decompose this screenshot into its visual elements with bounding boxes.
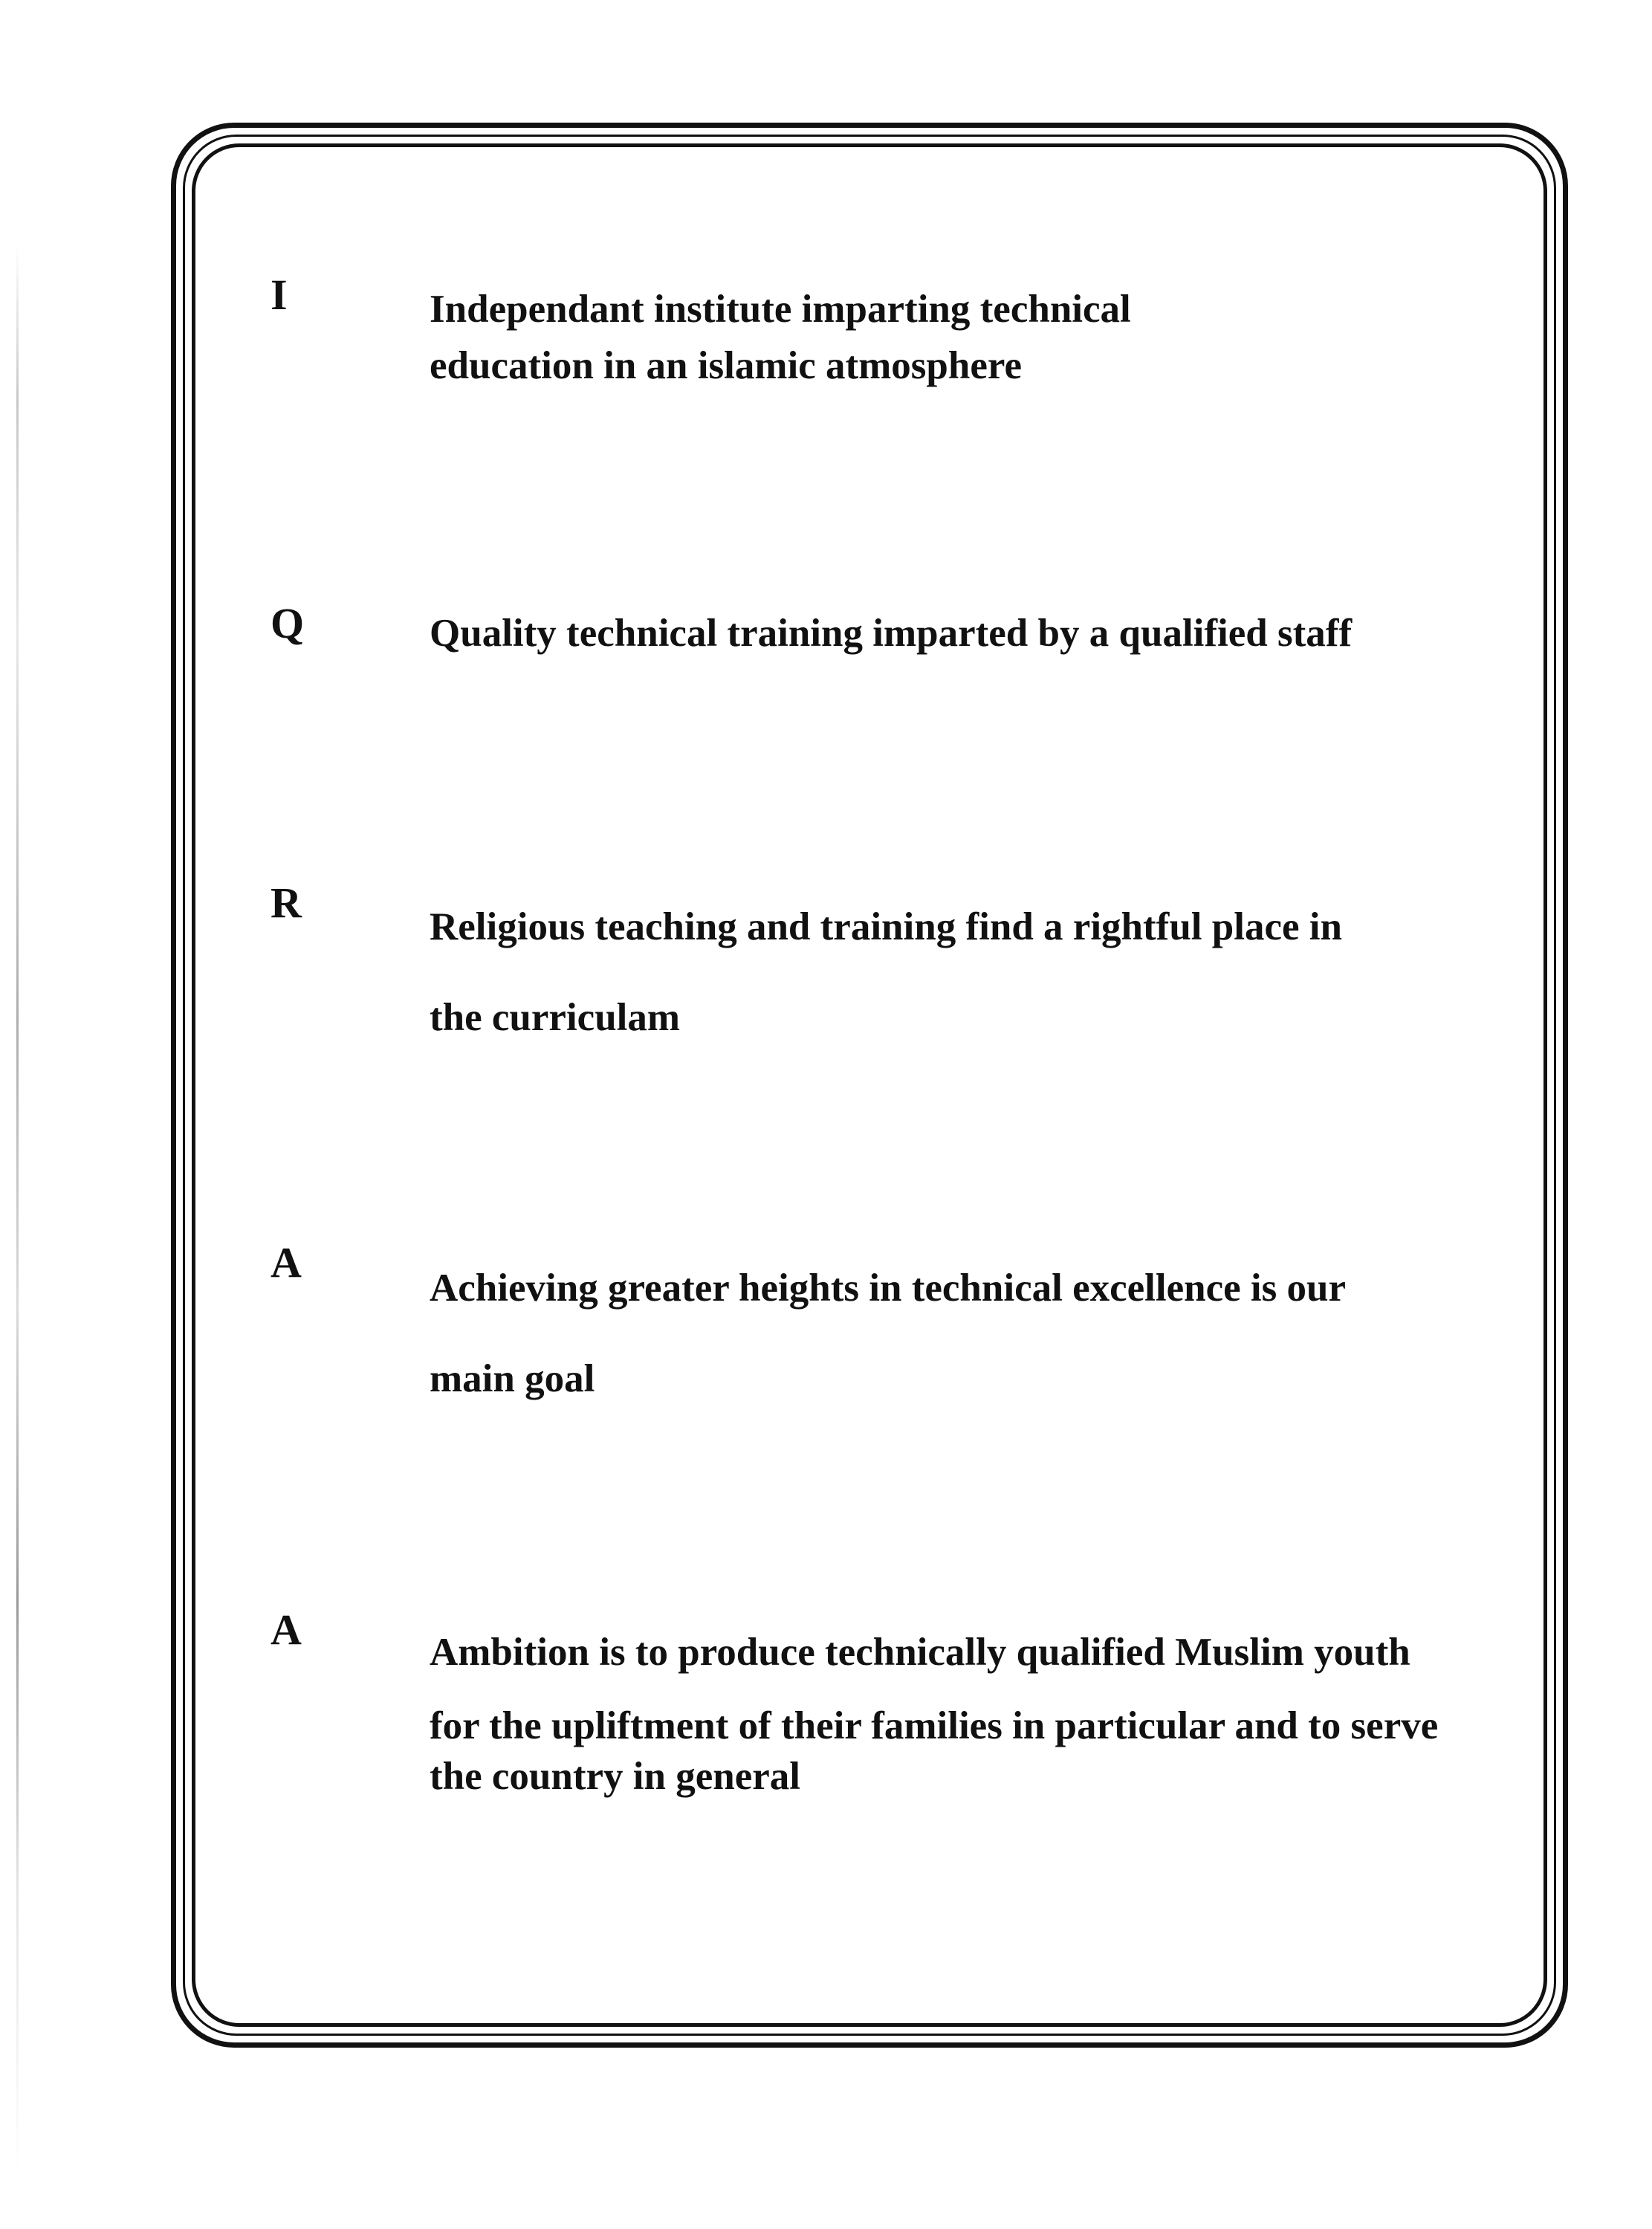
entry-line: the country in general bbox=[430, 1755, 801, 1798]
entry-description-i bbox=[430, 281, 1131, 394]
acronym-letter-r: R bbox=[271, 879, 302, 927]
acronym-letter-a-second: A bbox=[271, 1605, 302, 1654]
entry-line: Achieving greater heights in technical excellence is our bbox=[430, 1266, 1347, 1310]
entry-description-q bbox=[430, 605, 1352, 661]
acronym-letter-a-first: A bbox=[271, 1238, 302, 1287]
scan-edge-artifact bbox=[16, 245, 19, 2178]
entry-description-r bbox=[430, 881, 1342, 1063]
entry-line: Independant institute imparting technical bbox=[430, 288, 1131, 331]
entry-line: the curriculam bbox=[430, 996, 681, 1039]
entry-line: Ambition is to produce technically qualified Muslim youth bbox=[430, 1631, 1410, 1674]
entry-description-a-second bbox=[430, 1607, 1438, 1799]
acronym-letter-i: I bbox=[271, 271, 288, 319]
entry-description-a-first bbox=[430, 1243, 1346, 1424]
entry-line: Religious teaching and training find a rightful place in bbox=[430, 905, 1342, 948]
entry-line: for the upliftment of their families in particular and to serve bbox=[430, 1704, 1439, 1747]
entry-line: education in an islamic atmosphere bbox=[430, 344, 1022, 387]
entry-line: Quality technical training imparted by a qualified staff bbox=[430, 612, 1353, 655]
entry-line: main goal bbox=[430, 1357, 595, 1400]
acronym-letter-q: Q bbox=[271, 599, 305, 647]
